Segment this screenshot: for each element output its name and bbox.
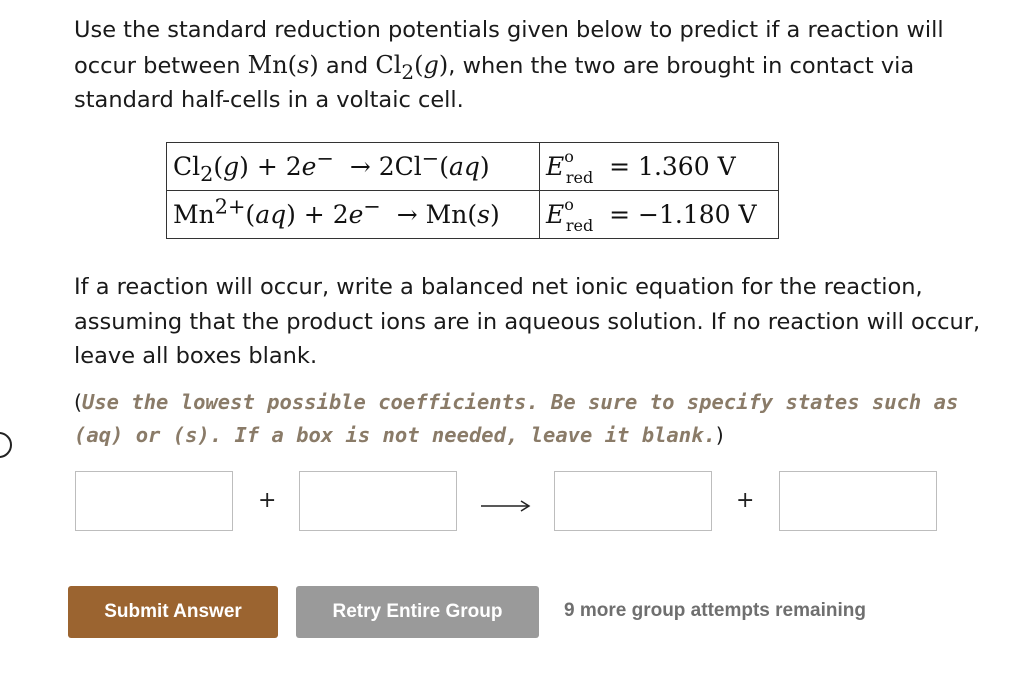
- submit-answer-button[interactable]: Submit Answer: [68, 586, 278, 638]
- intro-text-2: , when the two are brought in contact via standard half-cells in a voltaic cell.: [74, 52, 915, 113]
- potential-mn: [540, 191, 779, 239]
- species-cl2: $Cl_2(g)$: [375, 50, 449, 84]
- reduction-potential-table: [166, 142, 779, 239]
- reactant-2-input[interactable]: [299, 471, 457, 531]
- reactant-1-input[interactable]: [75, 471, 233, 531]
- product-1-input[interactable]: [554, 471, 712, 531]
- retry-group-button[interactable]: Retry Entire Group: [296, 586, 539, 638]
- half-reaction-mn: $Mn^{2+}(aq) + 2e^- \to Mn(s)$: [167, 191, 540, 239]
- scroll-edge-indicator: [0, 432, 12, 458]
- potential-value-mn: = −1.180 V: [609, 200, 757, 229]
- species-mn: Mn(s): [247, 50, 319, 79]
- hint-text: (Use the lowest possible coefficients. Be sure to specify states such as (aq) or (s). If a box is not needed, leave it blank.): [74, 390, 959, 447]
- intro-text-1: Use the standard reduction potentials given below to predict if a reaction will occur between: [74, 17, 944, 79]
- plus-sign: +: [258, 488, 277, 513]
- table-row: [167, 143, 779, 191]
- reaction-arrow-icon: [480, 499, 532, 513]
- product-2-input[interactable]: [779, 471, 937, 531]
- attempts-remaining-text: 9 more group attempts remaining: [564, 600, 866, 621]
- intro-and: and: [318, 52, 376, 79]
- ered-label: $E^o_{red}$: [546, 194, 594, 235]
- potential-cl: [540, 143, 779, 191]
- plus-sign: +: [736, 488, 755, 513]
- question-intro: [74, 13, 994, 118]
- instructions-text: If a reaction will occur, write a balanced net ionic equation for the reaction, assuming that the product ions are in aqueous solution. If no reaction will occur, leave all boxes blank.: [74, 274, 981, 369]
- ered-label: $E^o_{red}$: [546, 146, 594, 187]
- half-reaction-cl: $Cl_2(g) + 2e^- \to 2Cl^-(aq)$: [167, 143, 540, 191]
- potential-value-cl: = 1.360 V: [609, 152, 736, 181]
- hint-body: Use the lowest possible coefficients. Be sure to specify states such as (aq) or (s). If a box is not needed, leave it blank.: [74, 390, 959, 447]
- table-row: [167, 191, 779, 239]
